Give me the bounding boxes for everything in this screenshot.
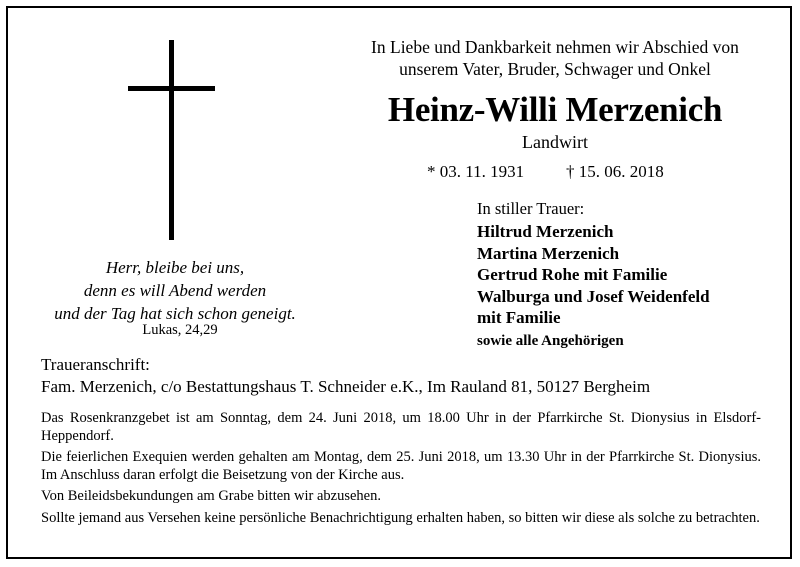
- mourners-heading: In stiller Trauer:: [477, 199, 585, 218]
- birth-date: * 03. 11. 1931: [427, 162, 525, 181]
- info-paragraph: Die feierlichen Exequien werden gehalten am Montag, dem 25. Juni 2018, um 13.30 Uhr in der Pfarrkirche St. Dionysius. Im Anschluss daran erfolgt die Beisetzung von der Kirche aus.: [41, 449, 761, 483]
- cross-vertical-bar: [169, 40, 174, 240]
- bible-verse: [30, 256, 320, 325]
- verse-line: und der Tag hat sich schon geneigt.: [54, 304, 296, 323]
- verse-line: Herr, bleibe bei uns,: [105, 258, 245, 277]
- mourner-name: Walburga und Josef Weidenfeld: [477, 286, 710, 306]
- occupation: Landwirt: [522, 132, 588, 152]
- mourner-name: sowie alle Angehörigen: [477, 332, 624, 349]
- info-paragraph: Von Beileidsbekundungen am Grabe bitten wir abzusehen.: [41, 488, 381, 504]
- intro-text: [330, 36, 780, 80]
- cross-horizontal-bar: [128, 86, 215, 91]
- info-paragraph: Sollte jemand aus Versehen keine persönliche Benachrichtigung erhalten haben, so bitten wir diese als solche zu betrachten.: [41, 509, 760, 526]
- mourner-name: mit Familie: [477, 308, 561, 327]
- verse-reference: Lukas, 24,29: [142, 322, 218, 338]
- address-text: Fam. Merzenich, c/o Bestattungshaus T. Schneider e.K., Im Rauland 81, 50127 Bergheim: [41, 377, 651, 396]
- intro-line: unserem Vater, Bruder, Schwager und Onkel: [399, 59, 711, 79]
- mourner-name: Gertrud Rohe mit Familie: [477, 265, 668, 284]
- mourner-name: Martina Merzenich: [477, 243, 620, 263]
- service-info: [41, 410, 761, 531]
- mourners-list: [477, 221, 710, 353]
- mourner-name: Hiltrud Merzenich: [477, 222, 614, 241]
- info-paragraph: Das Rosenkranzgebet ist am Sonntag, dem 24. Juni 2018, um 18.00 Uhr in der Pfarrkirche St. Dionysius in Elsdorf-Heppendorf.: [41, 410, 761, 444]
- deceased-name: Heinz-Willi Merzenich: [387, 90, 723, 129]
- verse-line: denn es will Abend werden: [83, 281, 267, 300]
- address-heading: Traueranschrift:: [41, 355, 150, 374]
- death-date: † 15. 06. 2018: [566, 162, 664, 181]
- intro-line: In Liebe und Dankbarkeit nehmen wir Abschied von: [371, 37, 739, 57]
